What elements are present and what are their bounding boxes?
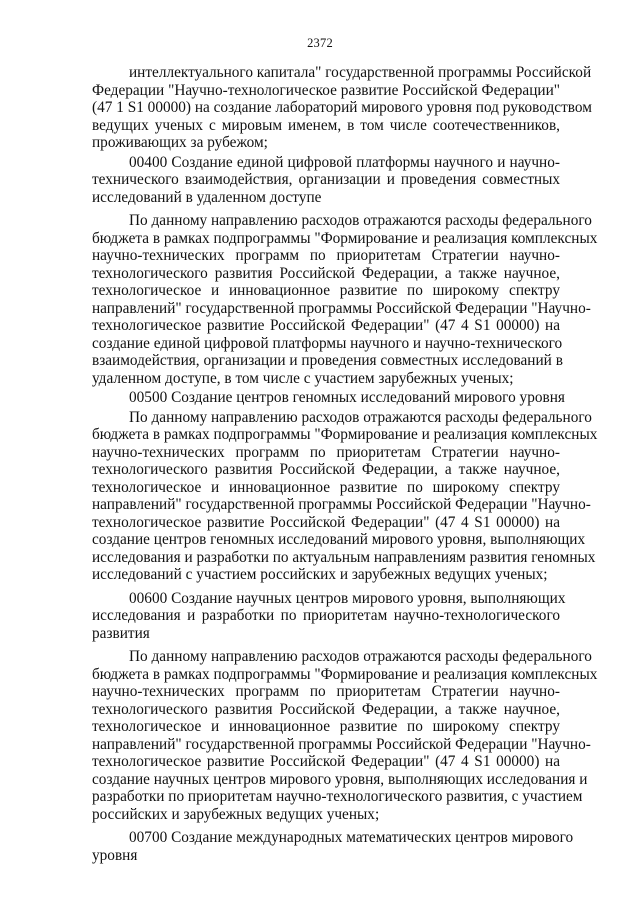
text-line: научно-технических программ по приоритетам Стратегии научно- xyxy=(92,247,560,264)
text-line: По данному направлению расходов отражаются расходы федерального xyxy=(129,648,592,665)
text-line: разработки по приоритетам научно-технологического развития, с участием xyxy=(92,788,583,805)
text-line: исследований с участием российских и зарубежных ведущих ученых; xyxy=(92,566,548,583)
text-line: бюджета в рамках подпрограммы "Формирование и реализация комплексных xyxy=(92,426,598,443)
text-line: 00700 Создание международных математических центров мирового xyxy=(129,829,574,846)
paragraph xyxy=(92,64,592,152)
section-heading xyxy=(92,829,574,864)
text-line: 00600 Создание научных центров мирового уровня, выполняющих xyxy=(129,589,566,607)
text-line: развития xyxy=(92,624,150,642)
text-line: российских и зарубежных ведущих ученых; xyxy=(92,805,380,823)
section-heading xyxy=(92,154,560,207)
text-line: технологическое и инновационное развитие по широкому спектру xyxy=(92,478,560,496)
text-line: создание центров геномных исследований мирового уровня, выполняющих xyxy=(92,531,586,548)
text-line: создание единой цифровой платформы научного и научно-технического xyxy=(92,334,563,352)
text-line: технологического развития Российской Федерации, а также научное, xyxy=(92,461,560,478)
text-line: исследования и разработки по приоритетам научно-технологического xyxy=(92,607,560,624)
document-body xyxy=(92,64,598,864)
text-line: уровня xyxy=(92,846,138,864)
text-line: технологического развития Российской Федерации, а также научное, xyxy=(92,264,560,282)
text-line: научно-технических программ по приоритетам Стратегии научно- xyxy=(92,443,560,461)
text-line: направлений" государственной программы Российской Федерации "Научно- xyxy=(92,299,591,317)
text-line: технологического развития Российской Федерации, а также научное, xyxy=(92,700,560,718)
text-line: интеллектуального капитала" государственной программы Российской xyxy=(129,64,592,81)
text-line: взаимодействия, организации и проведения совместных исследований в xyxy=(92,352,563,369)
text-line: технологическое и инновационное развитие по широкому спектру xyxy=(92,282,560,299)
text-line: научно-технических программ по приоритетам Стратегии научно- xyxy=(92,683,560,700)
section-heading xyxy=(92,589,566,643)
text-line: исследования и разработки по актуальным направлениям развития геномных xyxy=(92,548,596,566)
paragraph xyxy=(92,408,598,584)
text-line: технологическое развитие Российской Федерации" (47 4 S1 00000) на xyxy=(92,317,560,334)
section-heading xyxy=(92,389,565,407)
text-line: 00500 Создание центров геномных исследований мирового уровня xyxy=(129,389,565,406)
text-line: По данному направлению расходов отражаются расходы федерального xyxy=(129,212,592,229)
text-line: ведущих ученых с мировым именем, в том числе соотечественников, xyxy=(92,116,560,134)
page-number: 2372 xyxy=(307,36,333,50)
text-line: бюджета в рамках подпрограммы "Формирование и реализация комплексных xyxy=(92,229,598,247)
text-line: По данному направлению расходов отражаются расходы федерального xyxy=(129,408,592,426)
text-line: проживающих за рубежом; xyxy=(92,134,268,151)
text-line: технического взаимодействия, организации и проведения совместных xyxy=(92,171,560,188)
paragraph xyxy=(92,212,598,387)
text-line: бюджета в рамках подпрограммы "Формирование и реализация комплексных xyxy=(92,665,598,683)
text-line: технологическое и инновационное развитие по широкому спектру xyxy=(92,718,560,735)
text-line: создание научных центров мирового уровня, выполняющих исследования и xyxy=(92,770,588,788)
text-line: (47 1 S1 00000) на создание лабораторий мирового уровня под руководством xyxy=(92,99,592,116)
text-line: направлений" государственной программы Российской Федерации "Научно- xyxy=(92,496,591,513)
text-line: технологическое развитие Российской Федерации" (47 4 S1 00000) на xyxy=(92,753,560,770)
text-line: удаленном доступе, в том числе с участием зарубежных ученых; xyxy=(92,369,514,387)
text-line: 00400 Создание единой цифровой платформы научного и научно- xyxy=(129,153,560,171)
paragraph xyxy=(92,648,598,823)
text-line: Федерации "Научно-технологическое развитие Российской Федерации" xyxy=(92,81,560,99)
text-line: технологическое развитие Российской Федерации" (47 4 S1 00000) на xyxy=(92,513,560,531)
text-line: направлений" государственной программы Российской Федерации "Научно- xyxy=(92,735,591,753)
text-line: исследований в удаленном доступе xyxy=(92,188,322,206)
